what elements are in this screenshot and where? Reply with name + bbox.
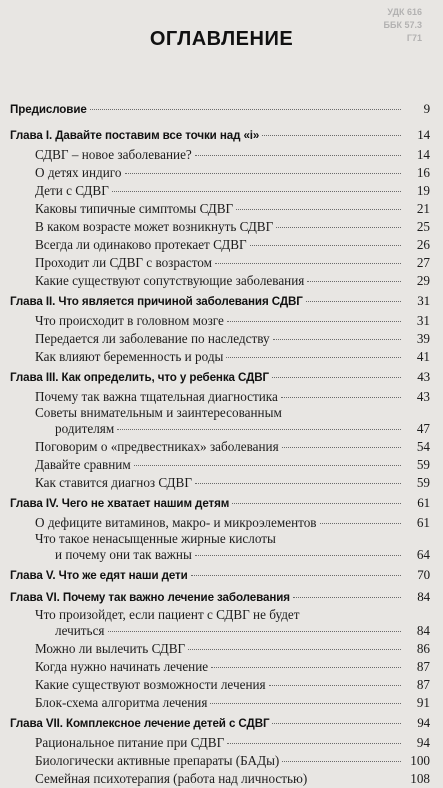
toc-entry-row (10, 514, 430, 532)
dot-leader (117, 429, 401, 430)
toc-page-number: 21 (416, 201, 430, 216)
dot-leader (282, 761, 401, 762)
toc-page-number: 91 (416, 695, 430, 710)
toc-page-number: 14 (416, 147, 430, 162)
dot-leader (90, 109, 401, 110)
toc-entry-row (10, 532, 430, 546)
dot-leader (112, 191, 401, 192)
toc-page-number: 64 (416, 547, 430, 562)
toc-entry-row (10, 622, 430, 640)
toc-label: Что произойдет, если пациент с СДВГ не будет (35, 607, 300, 622)
toc-page-number: 25 (416, 219, 430, 234)
toc-entry-row (10, 658, 430, 676)
toc-entry-row (10, 330, 430, 348)
table-of-contents (10, 94, 430, 788)
toc-chapter-row (10, 712, 430, 734)
toc-label: Какие существуют сопутствующие заболевания (35, 273, 305, 288)
toc-page-number: 59 (416, 457, 430, 472)
toc-label: Всегда ли одинаково протекает СДВГ (35, 237, 247, 252)
toc-page-number: 31 (416, 313, 430, 328)
toc-entry-row (10, 254, 430, 272)
dot-leader (320, 523, 401, 524)
toc-entry-row (10, 388, 430, 406)
toc-page-number: 54 (416, 439, 430, 454)
toc-label: Глава V. Что же едят наши дети (10, 569, 188, 582)
toc-label: СДВГ – новое заболевание? (35, 147, 192, 162)
toc-page-number: 43 (417, 369, 430, 384)
toc-page-number: 41 (416, 349, 430, 364)
toc-entry-row (10, 146, 430, 164)
dot-leader (215, 263, 401, 264)
dot-leader (227, 321, 401, 322)
toc-label: Блок-схема алгоритма лечения (35, 695, 208, 710)
catalog-code-bbk: ББК 57.3 (383, 20, 422, 30)
toc-entry-row (10, 456, 430, 474)
toc-entry-row (10, 272, 430, 290)
dot-leader (250, 245, 401, 246)
toc-label: Давайте сравним (35, 457, 131, 472)
toc-label: лечиться (55, 623, 105, 638)
toc-label: Поговорим о «предвестниках» заболевания (35, 439, 279, 454)
dot-leader (195, 555, 401, 556)
toc-entry-row (10, 752, 430, 770)
dot-leader (269, 685, 401, 686)
dot-leader (134, 465, 401, 466)
toc-page-number: 31 (417, 293, 430, 308)
dot-leader (226, 357, 401, 358)
toc-page-number: 87 (416, 659, 430, 674)
toc-page-number: 61 (416, 515, 430, 530)
dot-leader (262, 135, 401, 136)
toc-chapter-row (10, 492, 430, 514)
toc-label: О детях индиго (35, 165, 122, 180)
toc-entry-row (10, 694, 430, 712)
dot-leader (272, 723, 401, 724)
toc-label: Предисловие (10, 103, 87, 116)
toc-page-number: 43 (416, 389, 430, 404)
toc-label: Глава IV. Чего не хватает нашим детям (10, 497, 230, 510)
toc-entry-row (10, 406, 430, 420)
dot-leader (125, 173, 402, 174)
toc-entry-row (10, 734, 430, 752)
toc-page-number: 108 (410, 771, 430, 786)
dot-leader (307, 281, 401, 282)
toc-label: Что происходит в головном мозге (35, 313, 224, 328)
toc-page-number: 61 (417, 495, 430, 510)
toc-entry-row (10, 200, 430, 218)
toc-entry-row (10, 608, 430, 622)
toc-chapter-row (10, 290, 430, 312)
toc-label: Глава VII. Комплексное лечение детей с СДВГ (10, 717, 270, 730)
dot-leader (293, 597, 401, 598)
dot-leader (232, 503, 401, 504)
dot-leader (108, 631, 402, 632)
toc-chapter-row (10, 124, 430, 146)
toc-label: Дети с СДВГ (35, 183, 109, 198)
page-title: ОГЛАВЛЕНИЕ (149, 28, 294, 50)
toc-page-number: 94 (416, 735, 430, 750)
toc-page-number: 9 (423, 101, 430, 116)
toc-entry-row (10, 438, 430, 456)
toc-entry-row (10, 546, 430, 564)
toc-label: родителям (55, 421, 115, 436)
dot-leader (211, 667, 401, 668)
toc-page-number: 14 (417, 127, 430, 142)
toc-page-number: 100 (410, 753, 430, 768)
toc-label: Что такое ненасыщенные жирные кислоты (35, 531, 276, 546)
toc-label: Можно ли вылечить СДВГ (35, 641, 186, 656)
toc-entry-row (10, 676, 430, 694)
toc-page-number: 94 (417, 715, 430, 730)
dot-leader (210, 703, 401, 704)
toc-page-number: 59 (416, 475, 430, 490)
dot-leader (195, 155, 401, 156)
toc-label: Глава I. Давайте поставим все точки над «і» (10, 129, 260, 142)
dot-leader (272, 377, 401, 378)
toc-chapter-row (10, 94, 430, 124)
toc-label: Глава III. Как определить, что у ребенка СДВГ (10, 371, 270, 384)
toc-label: Каковы типичные симптомы СДВГ (35, 201, 234, 216)
toc-chapter-row (10, 564, 430, 586)
toc-page-number: 26 (416, 237, 430, 252)
dot-leader (306, 301, 401, 302)
dot-leader (276, 227, 401, 228)
toc-label: Советы внимательным и заинтересованным (35, 405, 282, 420)
toc-label: Почему так важна тщательная диагностика (35, 389, 278, 404)
toc-entry-row (10, 182, 430, 200)
toc-label: Рациональное питание при СДВГ (35, 735, 225, 750)
dot-leader (273, 339, 401, 340)
toc-page-number: 27 (416, 255, 430, 270)
toc-label: В каком возрасте может возникнуть СДВГ (35, 219, 274, 234)
toc-label: Глава II. Что является причиной заболевания СДВГ (10, 295, 303, 308)
toc-entry-row (10, 164, 430, 182)
dot-leader (236, 209, 401, 210)
toc-page-number: 84 (417, 589, 430, 604)
catalog-code-udk: УДК 616 (387, 7, 422, 17)
dot-leader (227, 743, 401, 744)
dot-leader (282, 447, 401, 448)
catalog-code-author: Г71 (406, 33, 422, 43)
toc-page-number: 29 (416, 273, 430, 288)
toc-label: Как ставится диагноз СДВГ (35, 475, 192, 490)
toc-page-number: 87 (416, 677, 430, 692)
toc-chapter-row (10, 366, 430, 388)
toc-label: О дефиците витаминов, макро- и микроэлементов (35, 515, 317, 530)
toc-chapter-row (10, 586, 430, 608)
toc-page-number: 19 (416, 183, 430, 198)
toc-page-number: 86 (416, 641, 430, 656)
toc-label: Глава VI. Почему так важно лечение заболевания (10, 591, 290, 604)
dot-leader (188, 649, 401, 650)
toc-entry-row (10, 236, 430, 254)
toc-entry-row (10, 474, 430, 492)
toc-label: Как влияют беременность и роды (35, 349, 224, 364)
toc-page-number: 47 (416, 421, 430, 436)
toc-label: Семейная психотерапия (работа над личностью) (35, 771, 308, 786)
toc-entry-row (10, 640, 430, 658)
toc-entry-row (10, 312, 430, 330)
toc-entry-row (10, 218, 430, 236)
toc-label: и почему они так важны (55, 547, 192, 562)
dot-leader (191, 575, 401, 576)
toc-entry-row (10, 348, 430, 366)
toc-label: Передается ли заболевание по наследству (35, 331, 270, 346)
toc-page-number: 70 (417, 567, 430, 582)
toc-label: Когда нужно начинать лечение (35, 659, 209, 674)
toc-label: Какие существуют возможности лечения (35, 677, 266, 692)
toc-entry-row (10, 770, 430, 788)
toc-page-number: 84 (416, 623, 430, 638)
toc-label: Проходит ли СДВГ с возрастом (35, 255, 212, 270)
toc-page-number: 39 (416, 331, 430, 346)
toc-label: Биологически активные препараты (БАДы) (35, 753, 280, 768)
dot-leader (195, 483, 401, 484)
toc-page-number: 16 (416, 165, 430, 180)
toc-entry-row (10, 420, 430, 438)
dot-leader (281, 397, 401, 398)
